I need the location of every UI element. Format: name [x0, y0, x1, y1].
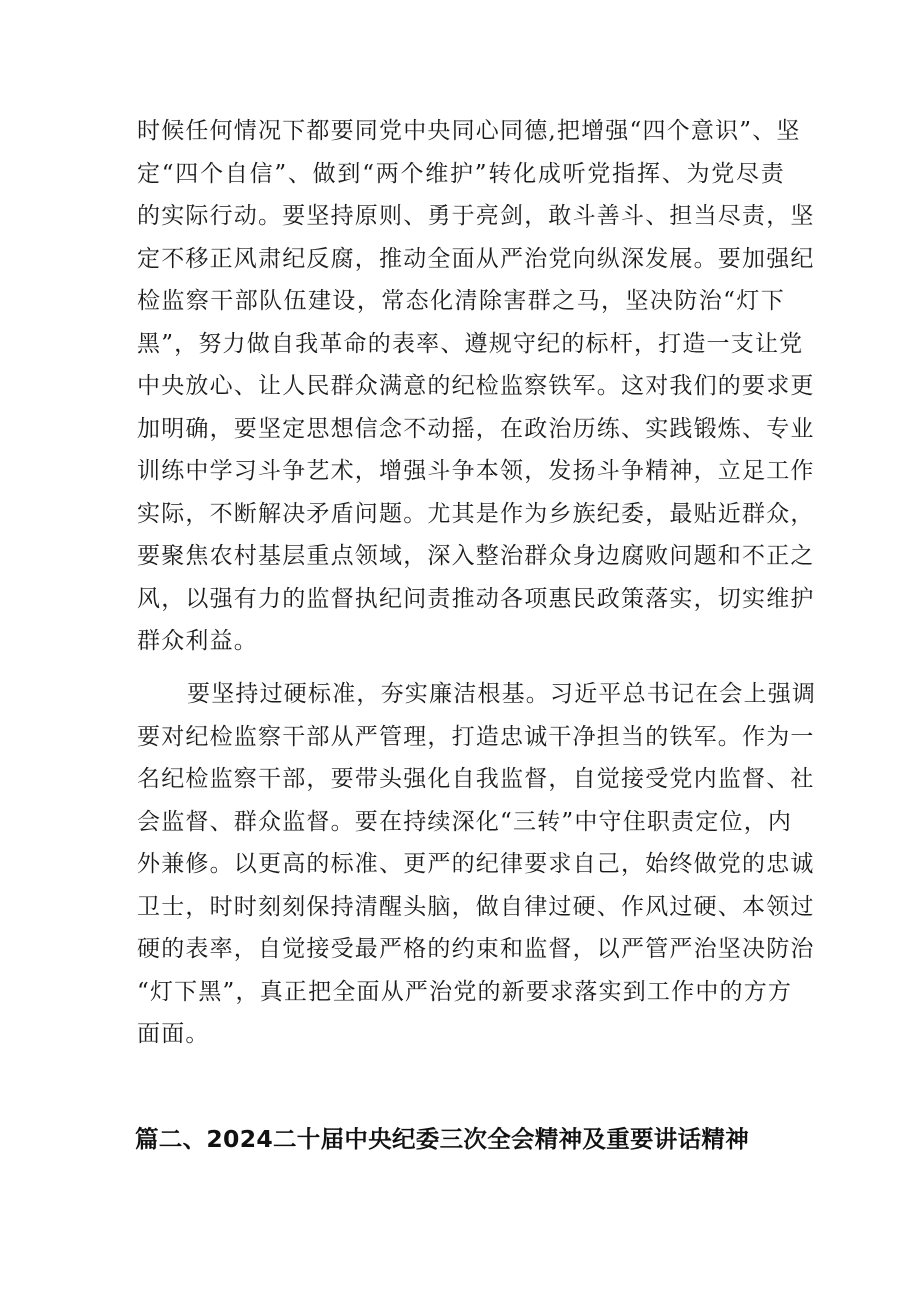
text-line: 要对纪检监察干部从严管理，打造忠诚干净担当的铁军。作为一 [137, 723, 815, 750]
text-line: 要坚持过硬标准，夯实廉洁根基。习近平总书记在会上强调 [187, 681, 817, 707]
text-line: 黑”，努力做自我革命的表率、遵规守纪的标杆，打造一支让党 [137, 330, 804, 357]
text-line: 面面。 [137, 1021, 210, 1047]
body-paragraph-1 [137, 110, 815, 663]
text-line: 群众利益。 [137, 628, 258, 654]
text-line: 会监督、群众监督。要在持续深化“三转”中守住职责定位，内 [137, 808, 793, 835]
text-line: 训练中学习斗争艺术，增强斗争本领，发扬斗争精神，立足工作 [137, 458, 815, 484]
body-paragraph-2 [137, 673, 817, 1056]
section-heading: 篇二、2024二十届中央纪委三次全会精神及重要讲话精神 [135, 1125, 750, 1153]
text-line: 实际，不断解决矛盾问题。尤其是作为乡族纪委，最贴近群众， [137, 500, 815, 527]
text-line: 要聚焦农村基层重点领域，深入整治群众身边腐败问题和不正之 [137, 543, 815, 569]
text-line: 中央放心、让人民群众满意的纪检监察铁军。这对我们的要求更 [137, 373, 815, 399]
text-line: 定不移正风肃纪反腐，推动全面从严治党向纵深发展。要加强纪 [137, 245, 815, 272]
text-line: 检监察干部队伍建设，常态化清除害群之马，坚决防治“灯下 [137, 288, 785, 314]
text-line: 定“四个自信”、做到“两个维护”转化成听党指挥、为党尽责 [137, 160, 785, 187]
text-line: 加明确，要坚定思想信念不动摇，在政治历练、实践锻炼、专业 [137, 415, 815, 442]
text-line: 外兼修。以更高的标准、更严的纪律要求自己，始终做党的忠诚 [137, 851, 815, 877]
text-line: 时候任何情况下都要同党中央同心同德,把增强“四个意识”、坚 [137, 118, 801, 144]
text-line: 的实际行动。要坚持原则、勇于亮剑，敢斗善斗、担当尽责，坚 [137, 203, 815, 229]
text-line: 名纪检监察干部，要带头强化自我监督，自觉接受党内监督、社 [137, 766, 815, 792]
text-line: 硬的表率，自觉接受最严格的约束和监督，以严管严治坚决防治 [137, 936, 815, 962]
text-line: 卫士，时时刻刻保持清醒头脑，做自律过硬、作风过硬、本领过 [137, 893, 815, 920]
text-line: 风，以强有力的监督执纪问责推动各项惠民政策落实，切实维护 [137, 585, 815, 612]
text-line: “灯下黑”，真正把全面从严治党的新要求落实到工作中的方方 [137, 978, 793, 1005]
